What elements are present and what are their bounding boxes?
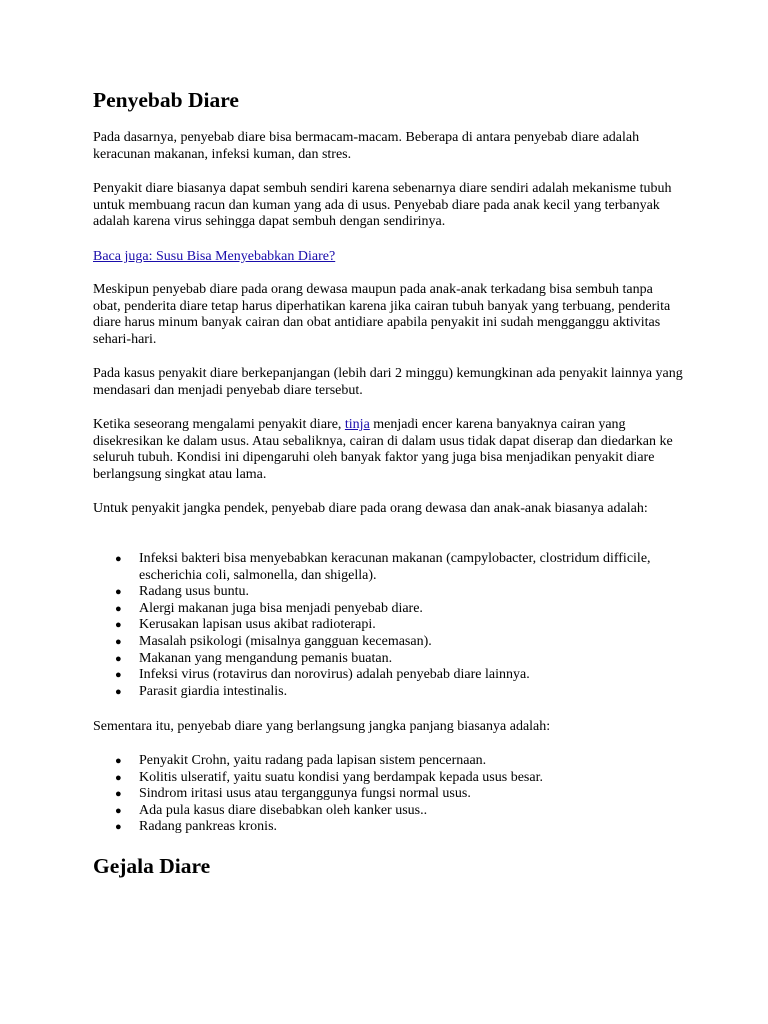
list-item-text: Ada pula kasus diare disebabkan oleh kanker usus.. [139,802,428,818]
paragraph-related-link [93,249,683,266]
bullet-icon: ● [115,755,122,767]
paragraph-intro: Pada dasarnya, penyebab diare bisa bermacam-macam. Beberapa di antara penyebab diare adalah keracunan makanan, infeksi kuman, dan stres. [93,130,640,162]
paragraph-self-healing: Penyakit diare biasanya dapat sembuh sendiri karena sebenarnya diare sendiri adalah mekanisme tubuh untuk membuang racun dan kuman yang ada di usus. Penyebab diare pada anak kecil yang terbanyak adalah karena virus sehingga dapat sembuh dengan sendirinya. [93,181,672,230]
list-item [93,770,659,787]
paragraph-prolonged: Pada kasus penyakit diare berkepanjangan (lebih dari 2 minggu) kemungkinan ada penyakit lainnya yang mendasari dan menjadi penyebab diare tersebut. [93,366,683,398]
list-item [93,786,659,803]
bullet-icon: ● [115,788,122,801]
heading-gejala-diare: Gejala Diare [93,854,211,878]
tinja-link[interactable]: tinja [344,417,370,432]
list-item-text: Sindrom iritasi usus atau terganggunya fungsi normal usus. [139,786,471,802]
long-term-causes-list [93,753,683,836]
bullet-icon: ● [115,635,122,648]
bullet-icon: ● [115,669,122,682]
paragraph-long-term-intro: Sementara itu, penyebab diare yang berlangsung jangka panjang biasanya adalah: [93,719,551,734]
list-item-text: Radang pankreas kronis. [139,819,278,835]
related-article-link[interactable]: Baca juga: Susu Bisa Menyebabkan Diare? [93,249,336,264]
list-item-text: Infeksi bakteri bisa menyebabkan keracunan makanan (campylobacter, clostridum difficile, escherichia coli, salmonella, dan shigella). [139,551,651,583]
list-item [93,753,659,770]
paragraph-treatment: Meskipun penyebab diare pada orang dewasa maupun pada anak-anak terkadang bisa sembuh tanpa obat, penderita diare tetap harus diperhatikan karena jika cairan tubuh banyak yang terbuang, penderita diare harus minum banyak cairan dan obat antidiare apabila penyakit ini sudah mengganggu aktivitas sehari-hari. [93,282,671,347]
mechanism-text-after: menjadi encer karena banyaknya cairan yang disekresikan ke dalam usus. Atau sebaliknya, cairan di dalam usus tidak dapat diserap dan diedarkan ke seluruh tubuh. Kondisi ini dipengaruhi oleh banyak faktor yang juga bisa menjadikan penyakit diare berlangsung singkat atau lama. [93,417,673,482]
bullet-icon: ● [115,685,122,698]
list-item-text: Kolitis ulseratif, yaitu suatu kondisi yang berdampak kepada usus besar. [139,769,543,785]
list-item-text: Kerusakan lapisan usus akibat radioterapi. [139,617,376,633]
list-item [93,601,659,618]
list-item-text: Parasit giardia intestinalis. [139,683,288,699]
list-item [93,684,659,701]
list-item [93,819,659,836]
paragraph-short-term-intro: Untuk penyakit jangka pendek, penyebab diare pada orang dewasa dan anak-anak biasanya adalah: [93,501,648,516]
bullet-icon: ● [115,771,122,784]
short-term-causes-list [93,551,683,700]
bullet-icon: ● [115,821,122,834]
list-item-text: Alergi makanan juga bisa menjadi penyebab diare. [139,600,423,616]
list-item-text: Penyakit Crohn, yaitu radang pada lapisan sistem pencernaan. [139,753,487,768]
list-item [93,803,659,820]
list-item [93,617,659,634]
list-item [93,584,659,601]
list-item [93,651,659,668]
paragraph-mechanism [93,417,683,483]
bullet-icon: ● [115,553,122,565]
list-item-text: Makanan yang mengandung pemanis buatan. [139,650,393,666]
bullet-icon: ● [115,619,122,632]
bullet-icon: ● [115,586,122,599]
heading-penyebab-diare: Penyebab Diare [93,88,239,112]
list-item-text: Infeksi virus (rotavirus dan norovirus) adalah penyebab diare lainnya. [139,667,530,683]
list-item [93,634,659,651]
list-item-text: Radang usus buntu. [139,584,250,600]
list-item [93,551,659,584]
bullet-icon: ● [115,602,122,615]
mechanism-text-before: Ketika seseorang mengalami penyakit diare, [93,417,345,432]
list-item-text: Masalah psikologi (misalnya gangguan kecemasan). [139,633,432,649]
list-item [93,667,659,684]
bullet-icon: ● [115,652,122,665]
bullet-icon: ● [115,804,122,817]
